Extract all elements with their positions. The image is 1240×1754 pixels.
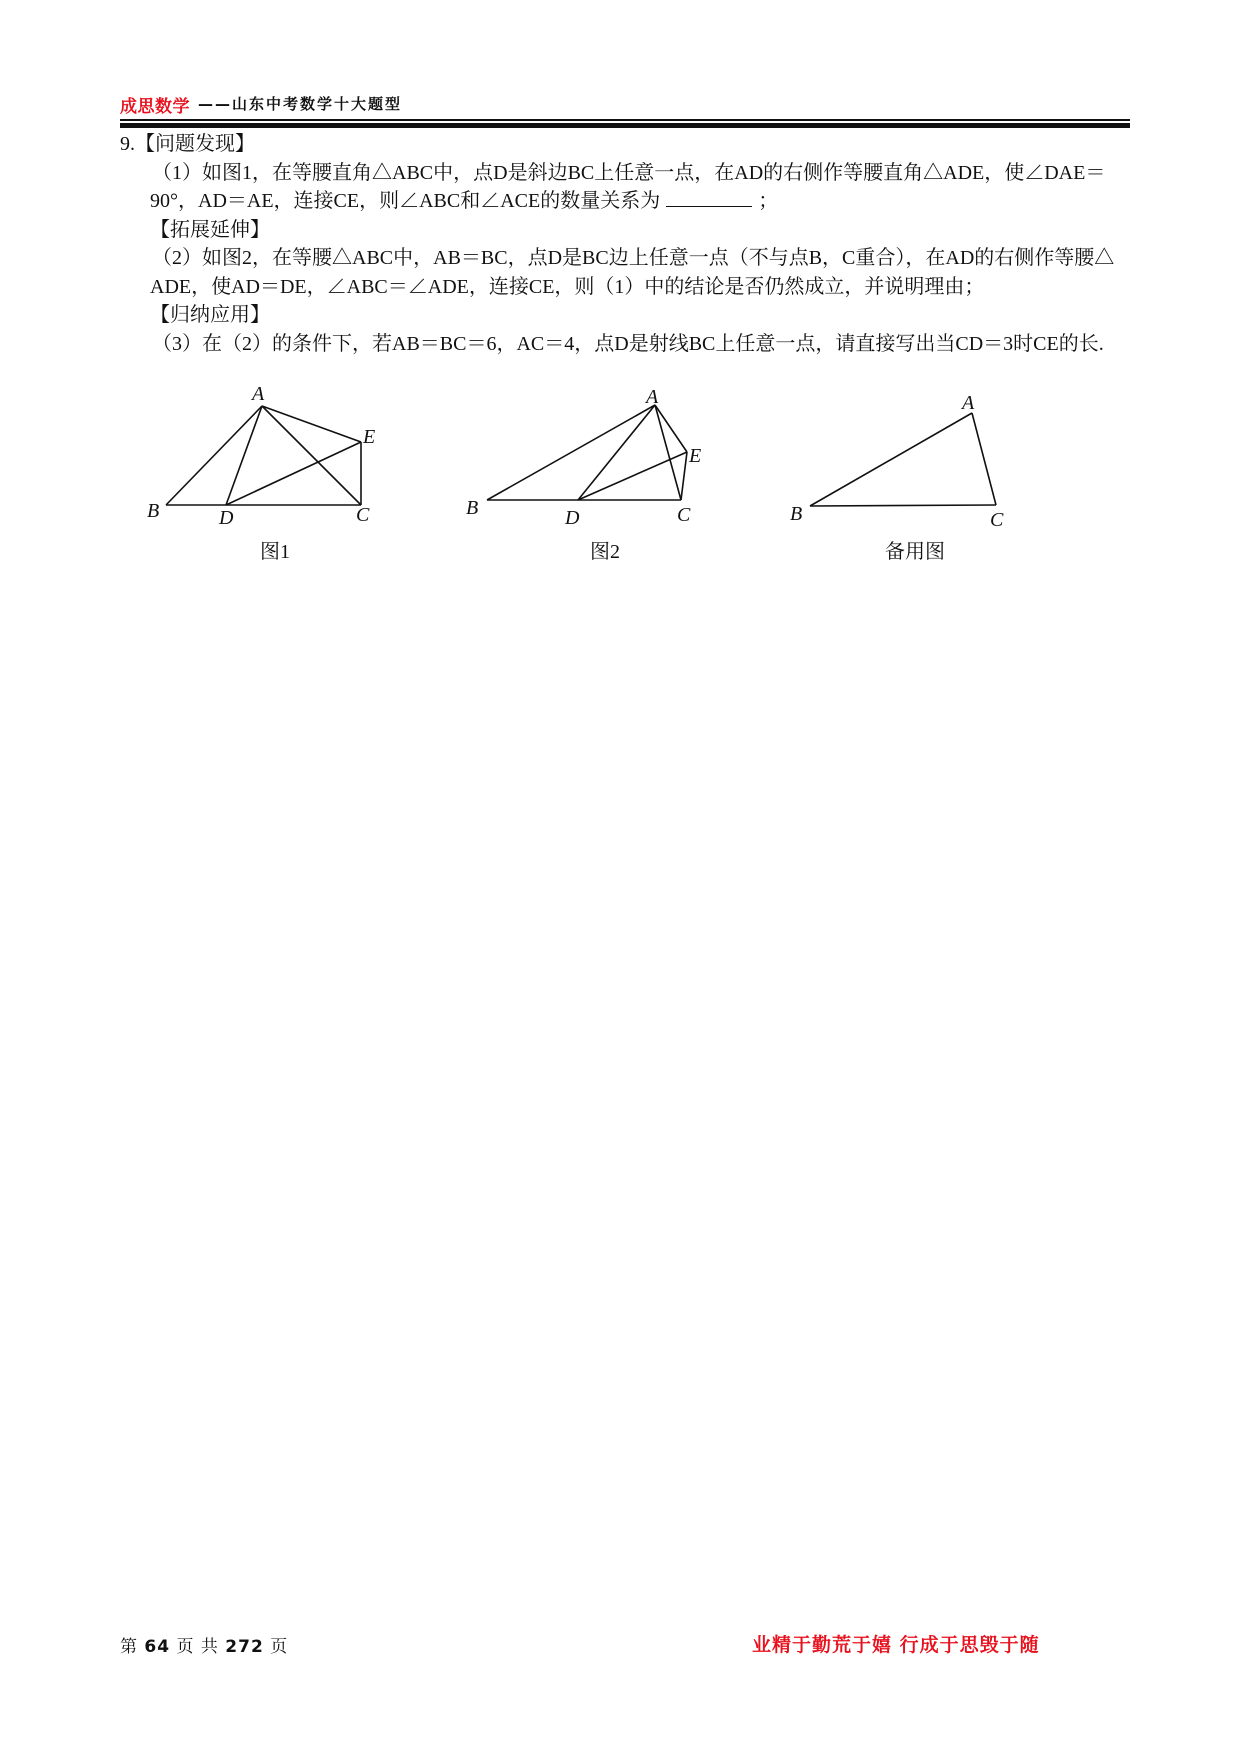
fig3-segment-ac <box>972 413 996 505</box>
header-subtitle: ——山东中考数学十大题型 <box>198 95 403 113</box>
fig1-label-a: A <box>252 383 265 405</box>
question-3-line-1: （3）在（2）的条件下，若AB＝BC＝6，AC＝4，点D是射线BC上任意一点，请直接写出当CD＝3时CE的长. <box>152 332 1104 355</box>
page-prefix: 第 <box>120 1637 138 1657</box>
fig2-caption: 图2 <box>590 541 620 563</box>
fig1-segment-ad <box>226 406 262 505</box>
problem-heading <box>120 130 1130 159</box>
fig3-segment-bc <box>810 505 996 506</box>
figure-3 <box>810 413 996 506</box>
question-1-text: 90°，AD＝AE，连接CE，则∠ABC和∠ACE的数量关系为 <box>150 190 661 212</box>
fig3-segment-ba <box>810 413 972 506</box>
answer-blank <box>666 188 752 207</box>
question-2-line-1: （2）如图2，在等腰△ABC中，AB＝BC，点D是BC边上任意一点（不与点B，C重合），在AD的右侧作等腰△ <box>152 247 1115 269</box>
page-total: 272 <box>225 1637 264 1657</box>
fig3-label-a: A <box>962 392 975 414</box>
fig2-segment-ad <box>578 405 655 500</box>
fig2-label-e: E <box>689 445 702 467</box>
fig2-segment-ae <box>655 405 687 452</box>
fig2-segment-ac <box>655 405 681 500</box>
fig2-segment-de <box>578 452 687 500</box>
fig1-segment-de <box>226 442 361 505</box>
footer-motto: 业精于勤荒于嬉 行成于思毁于随 <box>752 1634 1040 1656</box>
fig2-label-c: C <box>677 504 691 526</box>
fig1-segment-ae <box>262 406 361 442</box>
section-heading-3: 【归纳应用】 <box>150 304 270 326</box>
fig1-segment-ac <box>262 406 361 505</box>
fig1-segment-ab <box>166 406 262 505</box>
fig2-segment-ab <box>487 405 655 500</box>
problem-number: 9. <box>120 133 135 155</box>
page-indicator <box>120 1632 288 1657</box>
figure-1 <box>166 406 361 505</box>
fig3-label-c: C <box>990 509 1004 531</box>
question-1-line-1: （1）如图1，在等腰直角△ABC中，点D是斜边BC上任意一点，在AD的右侧作等腰直角△ADE，使∠DAE＝ <box>152 161 1106 184</box>
question-2-line-2: ADE，使AD＝DE，∠ABC＝∠ADE，连接CE，则（1）中的结论是否仍然成立，并说明理由； <box>150 275 985 298</box>
fig1-label-c: C <box>356 504 370 526</box>
fig3-label-b: B <box>790 503 803 525</box>
question-1-line-2 <box>120 187 1130 216</box>
fig2-segment-ce <box>681 452 687 500</box>
figure-1-labels <box>147 383 375 529</box>
page-mid: 页 共 <box>176 1637 219 1657</box>
fig1-label-b: B <box>147 500 160 522</box>
figure-2 <box>487 405 687 500</box>
figure-3-labels <box>790 392 1004 531</box>
header-rule-thin <box>120 119 1130 121</box>
problem-body <box>120 130 1130 358</box>
brand-title: 成思数学 <box>120 97 190 117</box>
section-heading-1: 【问题发现】 <box>135 133 255 155</box>
figure-2-labels <box>466 386 701 529</box>
fig1-label-d: D <box>219 507 234 529</box>
fig2-label-b: B <box>466 497 479 519</box>
fig1-label-e: E <box>363 426 376 448</box>
fig2-label-d: D <box>565 507 580 529</box>
header-rule-thick <box>120 123 1130 128</box>
question-1-end: ； <box>758 190 779 212</box>
section-heading-2: 【拓展延伸】 <box>150 218 270 241</box>
fig3-caption: 备用图 <box>885 541 945 563</box>
fig2-label-a: A <box>646 386 659 408</box>
page-header <box>120 92 1130 122</box>
fig1-caption: 图1 <box>260 541 290 563</box>
page-suffix: 页 <box>270 1637 289 1657</box>
page-number: 64 <box>144 1637 171 1657</box>
